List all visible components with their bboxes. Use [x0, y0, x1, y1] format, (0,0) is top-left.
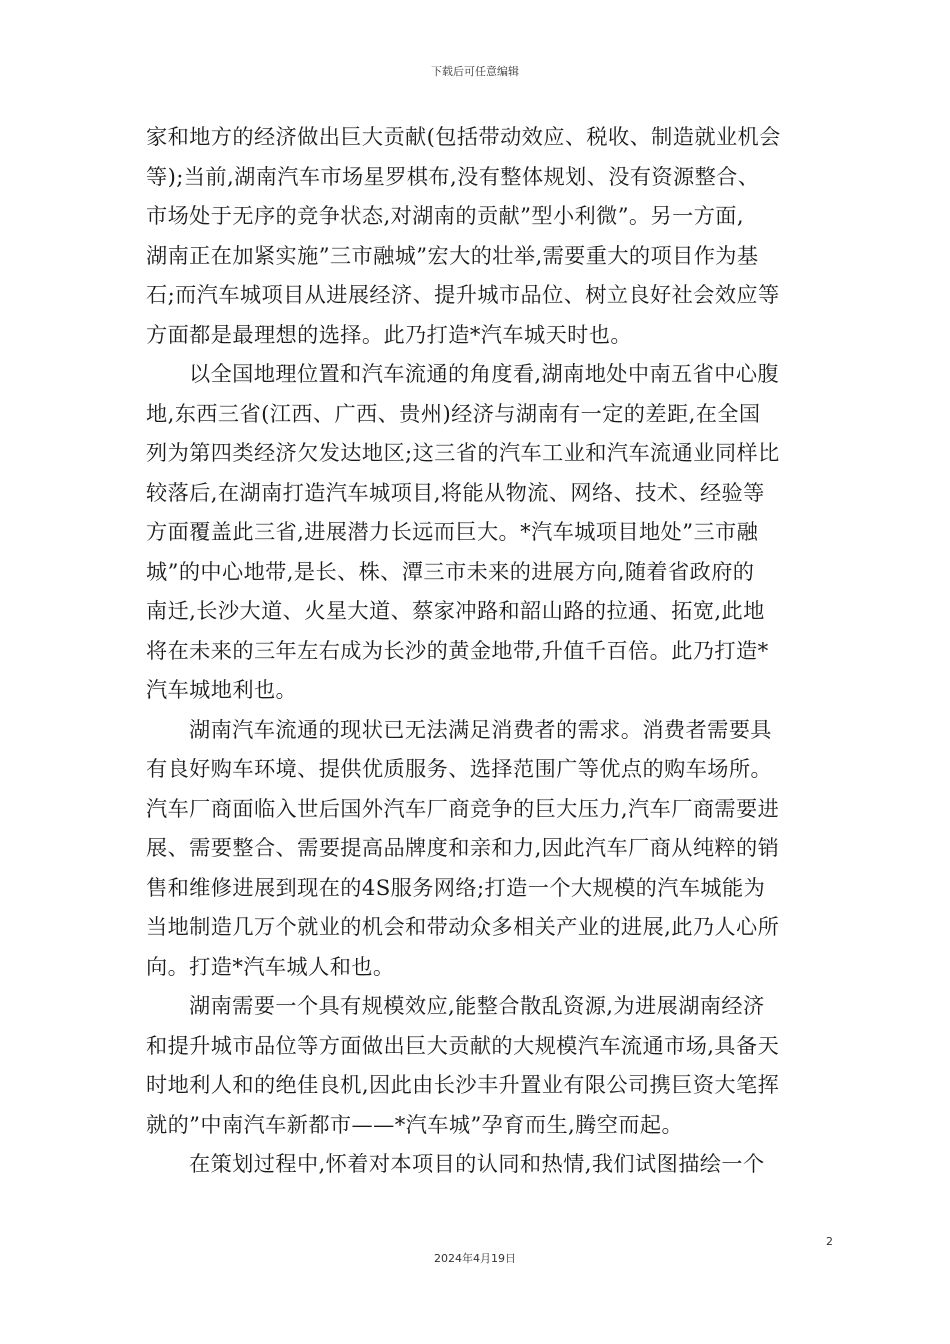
footer-date: 2024年4月19日	[434, 1252, 516, 1265]
text-line: 和提升城市品位等方面做出巨大贡献的大规模汽车流通市场,具备天	[146, 1032, 780, 1058]
text-line: 有良好购车环境、提供优质服务、选择范围广等优点的购车场所。	[146, 756, 773, 781]
text-line: 石;而汽车城项目从进展经济、提升城市品位、树立良好社会效应等	[146, 282, 780, 307]
text-line: 南迁,长沙大道、火星大道、蔡家冲路和韶山路的拉通、拓宽,此地	[146, 598, 765, 623]
text-line: 就的”中南汽车新都市——*汽车城”孕育而生,腾空而起。	[146, 1111, 684, 1137]
paragraph-start-line: 在策划过程中,怀着对本项目的认同和热情,我们试图描绘一个	[189, 1151, 765, 1176]
text-line: 市场处于无序的竞争状态,对湖南的贡献”型小利微”。另一方面,	[146, 203, 745, 228]
text-line: 等);当前,湖南汽车市场星罗棋布,没有整体规划、没有资源整合、	[146, 163, 760, 189]
text-line: 售和维修进展到现在的4S服务网络;打造一个大规模的汽车城能为	[146, 874, 766, 900]
text-line: 地,东西三省(江西、广西、贵州)经济与湖南有一定的差距,在全国	[146, 400, 761, 426]
text-line: 向。打造*汽车城人和也。	[146, 953, 395, 979]
text-line: 将在未来的三年左右成为长沙的黄金地带,升值千百倍。此乃打造*	[146, 637, 769, 663]
text-line: 汽车厂商面临入世后国外汽车厂商竞争的巨大压力,汽车厂商需要进	[146, 795, 780, 821]
paragraph-start-line: 湖南需要一个具有规模效应,能整合散乱资源,为进展湖南经济	[189, 993, 765, 1018]
page-header: 下载后可任意编辑	[431, 65, 519, 78]
text-line: 家和地方的经济做出巨大贡献(包括带动效应、税收、制造就业机会	[146, 124, 781, 149]
body-text	[146, 117, 833, 1184]
text-line: 展、需要整合、需要提高品牌度和亲和力,因此汽车厂商从纯粹的销	[146, 835, 780, 860]
text-line: 列为第四类经济欠发达地区;这三省的汽车工业和汽车流通业同样比	[146, 440, 780, 465]
text-line: 当地制造几万个就业的机会和带动众多相关产业的进展,此乃人心所	[146, 914, 780, 939]
text-line: 城”的中心地带,是长、株、潭三市未来的进展方向,随着省政府的	[146, 558, 755, 584]
page-number: 2	[826, 1235, 833, 1248]
text-line: 汽车城地利也。	[146, 677, 298, 702]
text-line: 方面都是最理想的选择。此乃打造*汽车城天时也。	[146, 321, 632, 347]
text-line: 时地利人和的绝佳良机,因此由长沙丰升置业有限公司携巨资大笔挥	[146, 1072, 780, 1097]
text-line: 方面覆盖此三省,进展潜力长远而巨大。*汽车城项目地处”三市融	[146, 519, 759, 544]
paragraph-start-line: 以全国地理位置和汽车流通的角度看,湖南地处中南五省中心腹	[189, 361, 779, 386]
text-line: 湖南正在加紧实施”三市融城”宏大的壮举,需要重大的项目作为基	[146, 242, 759, 268]
text-line: 较落后,在湖南打造汽车城项目,将能从物流、网络、技术、经验等	[146, 479, 765, 505]
paragraph-start-line: 湖南汽车流通的现状已无法满足消费者的需求。消费者需要具	[189, 716, 772, 742]
